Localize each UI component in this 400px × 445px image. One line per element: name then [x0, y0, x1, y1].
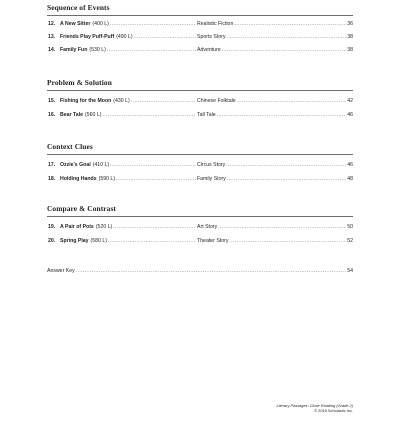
entry-page-number: 50 — [347, 224, 353, 230]
entry-title-cell — [60, 33, 197, 42]
entry-lexile-level: (590 L) — [98, 176, 116, 182]
dot-leader — [110, 161, 196, 170]
dot-leader — [237, 97, 347, 106]
section-heading: Sequence of Events — [47, 3, 110, 12]
footer-copyright: © 2016 Scholastic Inc. — [314, 408, 353, 413]
dot-leader — [113, 223, 196, 232]
entry-title-cell — [60, 20, 197, 29]
toc-entry[interactable] — [47, 161, 353, 170]
dot-leader — [226, 161, 346, 170]
entry-page-number: 42 — [347, 98, 353, 104]
entry-page-number: 52 — [347, 238, 353, 244]
toc-entry[interactable] — [47, 97, 353, 106]
entry-page-number: 36 — [347, 21, 353, 27]
entry-title-cell — [60, 175, 197, 184]
entry-number: 15. — [48, 98, 56, 104]
dot-leader — [76, 267, 347, 276]
entry-lexile-level: (520 L) — [95, 224, 113, 230]
entry-page-number: 46 — [347, 112, 353, 118]
entry-number: 20. — [48, 238, 56, 244]
toc-entry[interactable] — [47, 20, 353, 29]
entry-genre-cell — [197, 111, 353, 120]
entry-page-number: 46 — [347, 162, 353, 168]
entry-genre: Realistic Fiction — [197, 21, 234, 27]
toc-entry[interactable] — [47, 237, 353, 246]
dot-leader — [134, 33, 196, 42]
dot-leader — [108, 237, 196, 246]
entry-title-cell — [60, 97, 197, 106]
entry-genre: Chinese Folktale — [197, 98, 236, 104]
section-heading: Context Clues — [47, 142, 93, 151]
entry-genre-cell — [197, 223, 353, 232]
dot-leader — [229, 237, 346, 246]
entry-page-number: 38 — [347, 34, 353, 40]
entry-genre-cell — [197, 175, 353, 184]
entry-genre: Adventure — [197, 47, 221, 53]
dot-leader — [107, 46, 196, 55]
section-divider — [47, 154, 353, 155]
entry-title: Holding Hands — [60, 176, 97, 182]
entry-title: Family Fun — [60, 47, 88, 53]
dot-leader — [227, 175, 346, 184]
entry-title-cell — [60, 111, 197, 120]
entry-title-cell — [60, 237, 197, 246]
entry-number: 13. — [48, 34, 56, 40]
dot-leader — [131, 97, 196, 106]
section-divider — [47, 216, 353, 217]
footer-book-title: Literary Passages: Close Reading (Grade 2) — [276, 403, 353, 408]
toc-entry[interactable] — [47, 223, 353, 232]
entry-genre: Sports Story — [197, 34, 226, 40]
entry-genre: Family Story — [197, 176, 226, 182]
entry-lexile-level: (400 L) — [92, 21, 109, 27]
entry-title: Fishing for the Moon — [60, 98, 112, 104]
entry-title: Spring Play — [60, 238, 89, 244]
toc-entry[interactable] — [47, 33, 353, 42]
dot-leader — [227, 33, 347, 42]
entry-number: 14. — [48, 47, 56, 53]
answer-key-label: Answer Key — [47, 268, 75, 274]
entry-genre-cell — [197, 161, 353, 170]
entry-genre-cell — [197, 20, 353, 29]
entry-genre-cell — [197, 237, 353, 246]
entry-genre: Tall Tale — [197, 112, 216, 118]
section-heading: Compare & Contrast — [47, 204, 116, 213]
entry-genre-cell — [197, 33, 353, 42]
entry-title: A Pair of Pots — [60, 224, 94, 230]
dot-leader — [110, 20, 196, 29]
section-heading: Problem & Solution — [47, 78, 112, 87]
entry-lexile-level: (490 L) — [116, 34, 133, 40]
entry-title-cell — [60, 161, 197, 170]
dot-leader — [217, 111, 347, 120]
entry-number: 16. — [48, 112, 56, 118]
dot-leader — [218, 223, 346, 232]
dot-leader — [222, 46, 347, 55]
entry-genre: Circus Story — [197, 162, 226, 168]
entry-title: Bear Tale — [60, 112, 83, 118]
entry-number: 17. — [48, 162, 56, 168]
toc-entry[interactable] — [47, 111, 353, 120]
page-footer — [276, 403, 353, 413]
section-divider — [47, 15, 353, 16]
dot-leader — [116, 175, 196, 184]
toc-entry[interactable] — [47, 46, 353, 55]
answer-key-page-number: 54 — [347, 268, 353, 274]
entry-number: 18. — [48, 176, 56, 182]
entry-genre: Art Story — [197, 224, 218, 230]
section-divider — [47, 90, 353, 91]
toc-entry[interactable] — [47, 175, 353, 184]
answer-key-entry[interactable] — [47, 267, 353, 276]
entry-page-number: 38 — [347, 47, 353, 53]
entry-genre: Theater Story — [197, 238, 229, 244]
entry-page-number: 48 — [347, 176, 353, 182]
entry-lexile-level: (530 L) — [89, 47, 106, 53]
entry-title: Friends Play Puff-Puff — [60, 34, 115, 40]
entry-genre-cell — [197, 46, 353, 55]
entry-title: Ozzie’s Goal — [60, 162, 91, 168]
entry-title: A New Sitter — [60, 21, 91, 27]
entry-number: 12. — [48, 21, 56, 27]
entry-lexile-level: (560 L) — [84, 112, 102, 118]
entry-lexile-level: (580 L) — [90, 238, 107, 244]
dot-leader — [102, 111, 196, 120]
entry-lexile-level: (430 L) — [113, 98, 130, 104]
entry-title-cell — [60, 223, 197, 232]
dot-leader — [234, 20, 346, 29]
entry-lexile-level: (410 L) — [92, 162, 110, 168]
entry-genre-cell — [197, 97, 353, 106]
entry-title-cell — [60, 46, 197, 55]
entry-number: 19. — [48, 224, 56, 230]
